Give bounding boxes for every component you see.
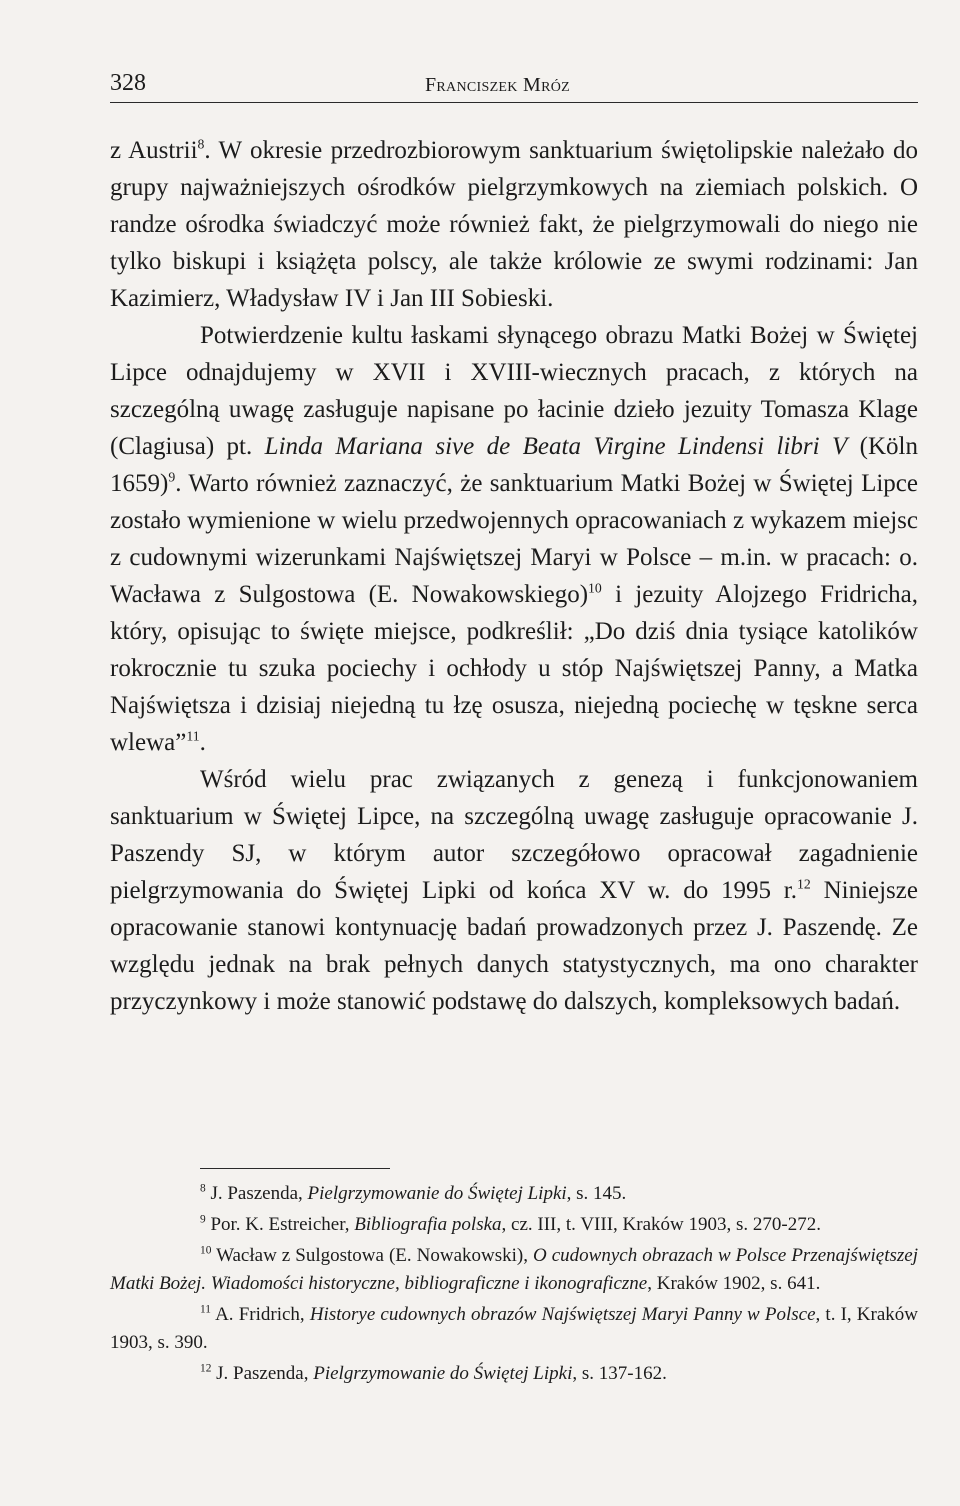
book-title: Linda Mariana sive de Beata Virgine Lindensi libri V bbox=[264, 433, 848, 460]
text-run: J. Paszenda, bbox=[210, 1183, 308, 1204]
text-run: . W okresie przedrozbiorowym sanktuarium świętolipskie należało do grupy najważniejszych ośrodków pielgrzymkowych na ziemiach polskich. O randze ośrodka świadczyć może również fakt, że pielgrzymowali do niego nie tylko biskupi i książęta polscy, ale także królowie ze swymi rodzinami: Jan Kazimierz, Władysław IV i Jan III Sobieski. bbox=[110, 137, 918, 312]
book-title: Pielgrzymowanie do Świętej Lipki bbox=[313, 1363, 573, 1384]
text-run: . bbox=[199, 729, 206, 756]
text-run: , s. 137-162. bbox=[572, 1363, 667, 1384]
running-head bbox=[110, 70, 918, 103]
footnote-ref: 12 bbox=[797, 876, 811, 892]
paragraph-3 bbox=[110, 761, 918, 1020]
text-run: Potwierdzenie kultu łaskami słynącego obrazu Matki Bożej w Świętej Lipce odnajdujemy w XVII i XVIII-wiecznych pracach, z których na szczególną uwagę zasługuje napisane po łacinie dzieło jezuity Tomasza Klage (Clagiusa) pt. bbox=[110, 322, 918, 460]
text-run: i jezuity Alojzego Fridricha, który, opisując to święte miejsce, podkreślił: „Do dziś dnia tysiące katolików rokrocznie tu szuka pociechy i ochłody u stóp Najświętszej Panny, a Matka Najświętsza i dzisiaj niejedną tu łzę osusza, niejedną pociechę w tęskne serca wlewa” bbox=[110, 581, 919, 756]
text-run: Wśród wielu prac związanych z genezą i funkcjonowaniem sanktuarium w Świętej Lipce, na szczególną uwagę zasługuje opracowanie J. Paszendy SJ, w którym autor szczegółowo opracował zagadnienie pielgrzymowania do Świętej Lipki od końca XV w. do 1995 r. bbox=[110, 766, 918, 904]
book-title: Pielgrzymowanie do Świętej Lipki bbox=[307, 1183, 567, 1204]
text-run: , Kraków 1902, s. 641. bbox=[647, 1273, 821, 1294]
book-title: Historye cudownych obrazów Najświętszej Maryi Panny w Polsce bbox=[309, 1304, 816, 1325]
text-run: (Köln 1659) bbox=[110, 433, 919, 497]
footnote-ref: 9 bbox=[168, 469, 176, 485]
footnote-ref: 10 bbox=[588, 580, 602, 596]
text-run: Wacław z Sulgostowa (E. Nowakowski), bbox=[216, 1245, 534, 1266]
text-run: Por. K. Estreicher, bbox=[210, 1214, 355, 1235]
footnote-ref: 8 bbox=[197, 136, 205, 152]
book-title: O cudownych obrazach w Polsce Przenajświętszej Matki Bożej. Wiadomości historyczne, bibliograficzne i ikonograficzne bbox=[110, 1245, 918, 1294]
footnote-number: 8 bbox=[200, 1182, 206, 1195]
text-run: A. Fridrich, bbox=[215, 1304, 310, 1325]
footnote-number: 9 bbox=[200, 1213, 206, 1226]
book-title: Bibliografia polska bbox=[354, 1214, 502, 1235]
footnote bbox=[110, 1301, 918, 1357]
footnotes bbox=[110, 1180, 918, 1391]
text-run: . Warto również zaznaczyć, że sanktuarium Matki Bożej w Świętej Lipce zostało wymienione w wielu przedwojennych opracowaniach z wykazem miejsc z cudownymi wizerunkami Najświętszej Maryi w Polsce – m.in. w pracach: o. Wacława z Sulgostowa (E. Nowakowskiego) bbox=[110, 470, 918, 608]
text-run: z Austrii bbox=[110, 137, 198, 164]
footnote-number: 12 bbox=[200, 1362, 212, 1375]
text-run: J. Paszenda, bbox=[216, 1363, 314, 1384]
footnote-separator bbox=[200, 1168, 390, 1169]
text-run: , t. I, Kraków 1903, s. 390. bbox=[110, 1304, 919, 1353]
text-run: Niniejsze opracowanie stanowi kontynuację badań prowadzonych przez J. Paszendę. Ze względu jednak na brak pełnych danych statystycznych, ma ono charakter przyczynkowy i może stanowić podstawę do dalszych, kompleksowych badań. bbox=[110, 877, 918, 1015]
page-number: 328 bbox=[110, 70, 146, 96]
running-head-author: Franciszek Mróz bbox=[425, 74, 570, 96]
footnote bbox=[110, 1180, 918, 1208]
footnote bbox=[110, 1242, 918, 1298]
paragraph-1 bbox=[110, 132, 918, 317]
footnote-ref: 11 bbox=[186, 728, 200, 744]
footnote bbox=[110, 1211, 918, 1239]
footnote bbox=[110, 1360, 918, 1388]
footnote-number: 11 bbox=[200, 1303, 211, 1316]
body-text bbox=[110, 132, 918, 1020]
paragraph-2 bbox=[110, 317, 918, 761]
footnote-number: 10 bbox=[200, 1244, 212, 1257]
text-run: , s. 145. bbox=[566, 1183, 627, 1204]
text-run: , cz. III, t. VIII, Kraków 1903, s. 270-272. bbox=[501, 1214, 821, 1235]
